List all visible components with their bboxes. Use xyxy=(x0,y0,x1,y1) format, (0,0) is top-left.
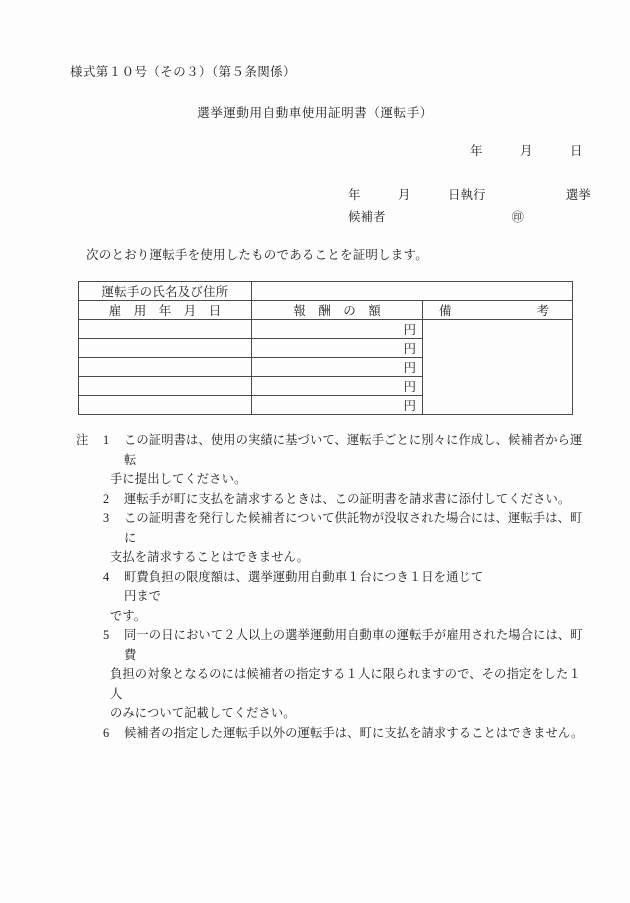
issue-date-blank: 年 月 日 xyxy=(470,144,583,158)
employment-date-cell[interactable] xyxy=(79,396,252,415)
note-item-4 xyxy=(76,568,586,627)
election-date-line xyxy=(348,185,591,203)
note-item-2 xyxy=(76,490,586,510)
table-header-row-name xyxy=(79,282,573,301)
note-line-with-blank xyxy=(124,568,586,607)
wage-amount-cell[interactable]: 円 xyxy=(252,339,423,358)
election-date-prefix: 年 月 日執行 xyxy=(348,188,486,202)
note-number: 1 xyxy=(103,433,110,447)
table-header-row-columns xyxy=(79,301,573,320)
note-number: 6 xyxy=(103,725,110,740)
employment-date-cell[interactable] xyxy=(79,320,252,339)
header-employment-date: 雇 用 年 月 日 xyxy=(79,301,252,320)
driver-name-address-value[interactable] xyxy=(252,282,573,301)
remarks-cell[interactable] xyxy=(423,320,573,415)
notes-section xyxy=(76,431,586,743)
note-line: 同一の日において２人以上の選挙運動用自動車の運転手が雇用された場合には、町費 xyxy=(124,628,583,662)
note-line: 負担の対象となるのには候補者の指定する１人に限られますので、その指定をした１人 xyxy=(110,667,581,701)
employment-date-cell[interactable] xyxy=(79,377,252,396)
election-label: 選挙 xyxy=(565,188,591,202)
employment-date-cell[interactable] xyxy=(79,339,252,358)
note-line: 運転手が町に支払を請求するときは、この証明書を請求書に添付してください。 xyxy=(124,491,571,506)
note-item-6 xyxy=(76,724,586,744)
wage-amount-cell[interactable]: 円 xyxy=(252,358,423,377)
header-wage-amount: 報 酬 の 額 xyxy=(252,301,423,320)
header-remarks-right: 考 xyxy=(536,304,549,318)
note-line: 支払を請求することはできません。 xyxy=(110,550,310,564)
seal-icon: ㊞ xyxy=(511,210,524,224)
note-number: 3 xyxy=(103,511,110,525)
note-line: この証明書を発行した候補者について供託物が没収された場合には、運転手は、町に xyxy=(124,511,583,545)
note-line: 候補者の指定した運転手以外の運転手は、町に支払を請求することはできません。 xyxy=(124,725,584,740)
candidate-label: 候補者 xyxy=(348,210,386,224)
header-remarks-left: 備 xyxy=(439,304,452,318)
page-title: 選挙運動用自動車使用証明書（運転手） xyxy=(197,106,433,120)
notes-label: 注 xyxy=(76,433,89,447)
note-line: のみについて記載してください。 xyxy=(110,706,296,720)
note-number: 2 xyxy=(103,491,110,506)
note-number: 4 xyxy=(103,569,110,584)
candidate-line xyxy=(348,207,524,225)
lead-sentence: 次のとおり運転手を使用したものであることを証明します。 xyxy=(86,248,428,262)
note-item-3 xyxy=(76,509,586,568)
wage-amount-cell[interactable]: 円 xyxy=(252,320,423,339)
note-number: 5 xyxy=(103,628,110,642)
table-row xyxy=(79,320,573,339)
wage-amount-cell[interactable]: 円 xyxy=(252,377,423,396)
note-line: 町費負担の限度額は、選挙運動用自動車１台につき１日を通じて xyxy=(124,569,484,584)
header-driver-name-address: 運転手の氏名及び住所 xyxy=(79,282,252,301)
wage-amount-cell[interactable]: 円 xyxy=(252,396,423,415)
driver-record-table xyxy=(78,281,573,415)
employment-date-cell[interactable] xyxy=(79,358,252,377)
note-line: です。 xyxy=(110,608,147,623)
header-remarks xyxy=(423,301,573,320)
note-item-5 xyxy=(76,626,586,724)
note-item-1 xyxy=(76,431,586,490)
note-line: この証明書は、使用の実績に基づいて、運転手ごとに別々に作成し、候補者から運転 xyxy=(124,433,583,467)
form-number: 様式第１０号（その３）（第５条関係） xyxy=(70,65,296,79)
note-amount-suffix: 円まで xyxy=(124,589,162,603)
note-line: 手に提出してください。 xyxy=(110,472,247,486)
